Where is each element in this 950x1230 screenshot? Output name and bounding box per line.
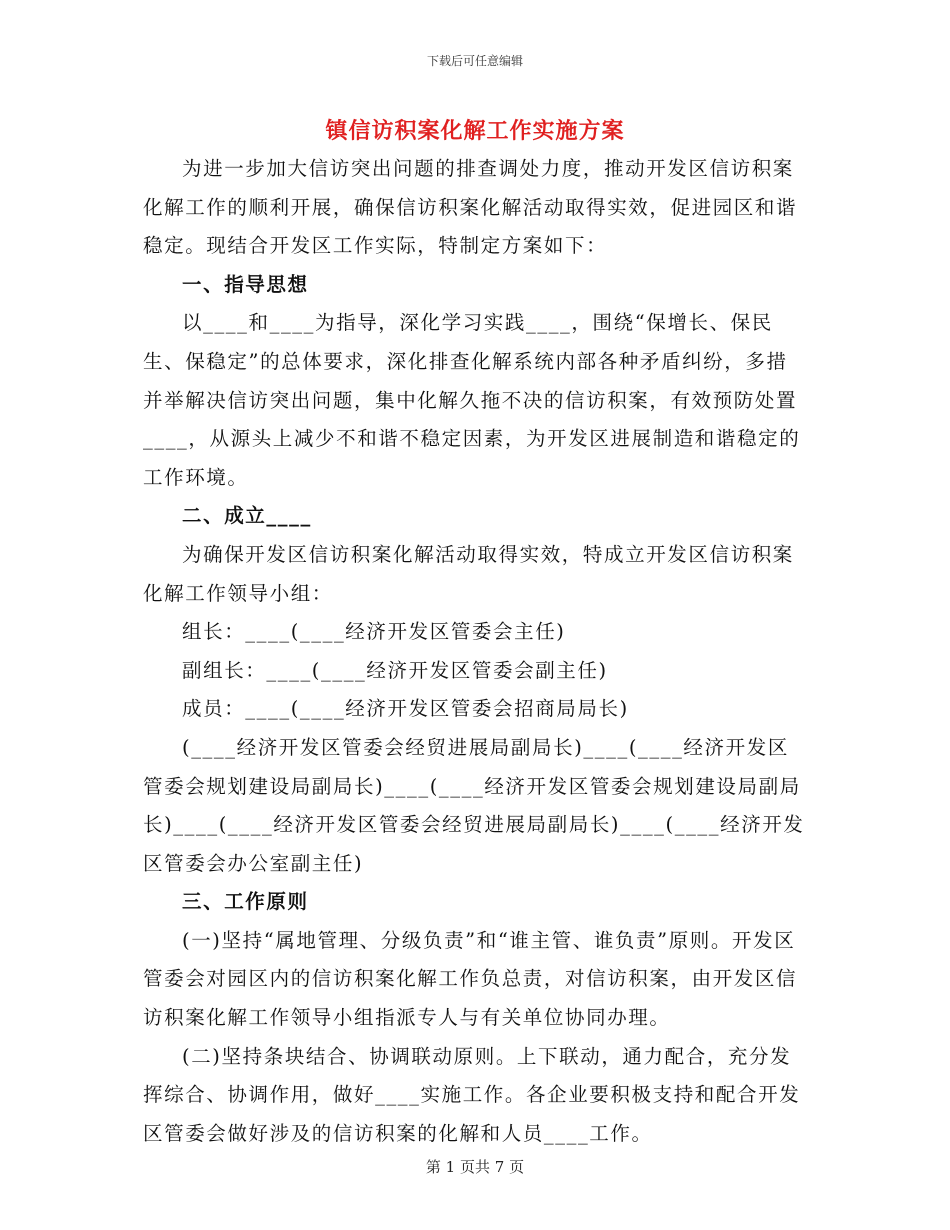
intro-paragraph: 为进一步加大信访突出问题的排查调处力度，推动开发区信访积案化解工作的顺利开展，确保信访积案化解活动取得实效，促进园区和谐稳定。现结合开发区工作实际，特制定方案如下： [143, 157, 798, 258]
leading-group-paragraph: 为确保开发区信访积案化解活动取得实效，特成立开发区信访积案化解工作领导小组： [143, 542, 794, 605]
section-heading-guiding-ideology: 一、指导思想 [182, 272, 309, 296]
section-heading-establish: 二、成立____ [182, 504, 312, 528]
members-line: 成员：____(____经济开发区管委会招商局局长) [182, 697, 629, 721]
group-leader-line: 组长：____(____经济开发区管委会主任) [182, 620, 566, 644]
deputy-leader-line: 副组长：____(____经济开发区管委会副主任) [182, 658, 608, 682]
principle-two-paragraph: (二)坚持条块结合、协调联动原则。上下联动，通力配合，充分发挥综合、协调作用，做好____实施工作。各企业要积极支持和配合开发区管委会做好涉及的信访积案的化解和人员____工作。 [143, 1044, 801, 1145]
principle-one-paragraph: (一)坚持“属地管理、分级负责”和“谁主管、谁负责”原则。开发区管委会对园区内的信访积案化解工作负总责，对信访积案，由开发区信访积案化解工作领导小组指派专人与有关单位协同办理。 [143, 928, 798, 1030]
page-footer: 第 1 页共 7 页 [425, 1158, 525, 1176]
document-title: 镇信访积案化解工作实施方案 [325, 118, 625, 144]
section-heading-work-principles: 三、工作原则 [182, 890, 309, 914]
document-body [143, 150, 805, 1153]
members-list-paragraph: (____经济开发区管委会经贸进展局副局长)____(____经济开发区管委会规划建设局副局长)____(____经济开发区管委会规划建设局副局长)____(____经济开发区管委会经贸进展局副局长)____(____经济开发区管委会办公室副主任) [143, 735, 805, 875]
page-header: 下载后可任意编辑 [426, 54, 523, 68]
guiding-ideology-paragraph: 以____和____为指导，深化学习实践____，围绕“保增长、保民生、保稳定”的总体要求，深化排查化解系统内部各种矛盾纠纷，多措并举解决信访突出问题，集中化解久拖不决的信访积案，有效预防处置____，从源头上减少不和谐不稳定因素，为开发区进展制造和谐稳定的工作环境。 [143, 311, 801, 489]
